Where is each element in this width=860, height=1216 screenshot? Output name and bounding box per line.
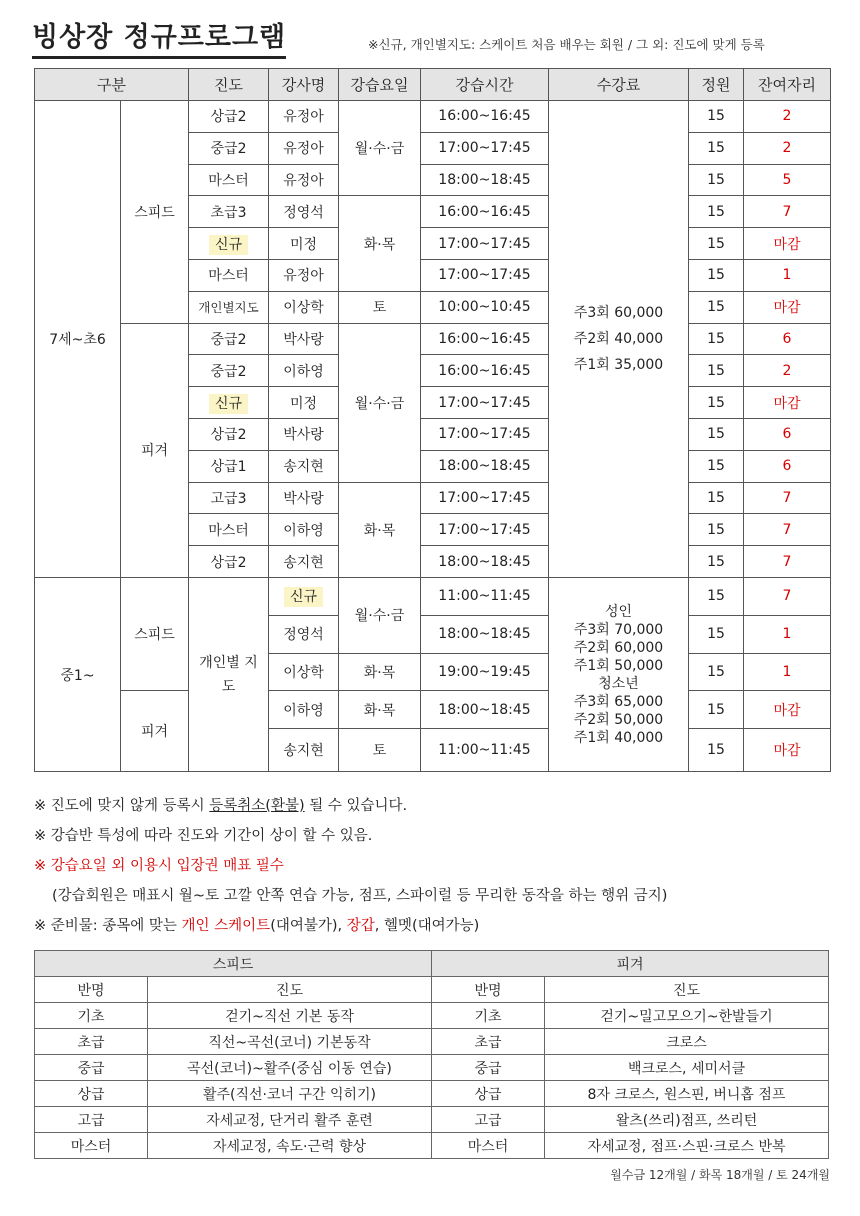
capacity-cell: 15 [689, 259, 744, 291]
capacity-cell: 15 [689, 323, 744, 355]
time-cell: 18:00~18:45 [421, 450, 549, 482]
table-row [35, 577, 831, 615]
days-cell: 토 [339, 291, 421, 323]
schedule-table [34, 68, 831, 772]
capacity-cell: 15 [689, 196, 744, 228]
level-cell: 중급2 [189, 323, 269, 355]
days-cell: 토 [339, 729, 421, 772]
capacity-cell: 15 [689, 577, 744, 615]
table-row [35, 691, 831, 729]
time-cell: 16:00~16:45 [421, 101, 549, 133]
level-cell: 상급2 [189, 101, 269, 133]
time-cell: 18:00~18:45 [421, 615, 549, 653]
speed-class: 기초 [35, 1003, 148, 1029]
fee-line: 주2회 60,000 [573, 639, 664, 656]
notes-section [34, 792, 834, 942]
remaining-cell: 7 [744, 514, 831, 546]
figure-progress: 자세교정, 점프·스핀·크로스 반복 [545, 1133, 829, 1159]
capacity-cell: 15 [689, 653, 744, 691]
level-cell: 마스터 [189, 514, 269, 546]
speed-progress: 직선~곡선(코너) 기본동작 [148, 1029, 432, 1055]
time-cell: 18:00~18:45 [421, 691, 549, 729]
remaining-cell: 5 [744, 164, 831, 196]
teacher-cell: 이하영 [269, 355, 339, 387]
fee-line: 주1회 40,000 [573, 729, 664, 746]
table-row [35, 1029, 829, 1055]
figure-progress: 걷기~밀고모으기~한발들기 [545, 1003, 829, 1029]
capacity-cell: 15 [689, 387, 744, 419]
days-cell: 화·목 [339, 691, 421, 729]
figure-class: 중급 [432, 1055, 545, 1081]
age-group-teens: 중1~ [35, 577, 121, 771]
time-cell: 17:00~17:45 [421, 482, 549, 514]
figure-class: 초급 [432, 1029, 545, 1055]
capacity-cell: 15 [689, 546, 744, 578]
capacity-cell: 15 [689, 132, 744, 164]
teacher-cell: 이상학 [269, 653, 339, 691]
remaining-cell: 1 [744, 653, 831, 691]
header-days: 강습요일 [339, 69, 421, 101]
fee-line: 주1회 50,000 [573, 657, 664, 674]
time-cell: 17:00~17:45 [421, 514, 549, 546]
teacher-cell: 송지현 [269, 450, 339, 482]
fee-line: 주2회 50,000 [573, 711, 664, 728]
time-cell: 17:00~17:45 [421, 387, 549, 419]
speed-class: 마스터 [35, 1133, 148, 1159]
time-cell: 17:00~17:45 [421, 228, 549, 260]
header-time: 강습시간 [421, 69, 549, 101]
speed-title: 스피드 [35, 951, 432, 977]
remaining-cell: 6 [744, 323, 831, 355]
remaining-cell: 마감 [744, 387, 831, 419]
capacity-cell: 15 [689, 164, 744, 196]
figure-class: 고급 [432, 1107, 545, 1133]
remaining-cell: 6 [744, 418, 831, 450]
age-group-kids: 7세~초6 [35, 101, 121, 578]
note-schedule: ※ 강습반 특성에 따라 진도와 기간이 상이 할 수 있음. [34, 828, 373, 844]
figure-class: 마스터 [432, 1133, 545, 1159]
figure-progress: 왈츠(쓰리)점프, 쓰리턴 [545, 1107, 829, 1133]
note-text: ※ 준비물: 종목에 맞는 [34, 918, 182, 934]
capacity-cell: 15 [689, 355, 744, 387]
table-row [35, 1133, 829, 1159]
teacher-cell: 유정아 [269, 132, 339, 164]
header-fee: 수강료 [549, 69, 689, 101]
capacity-cell: 15 [689, 101, 744, 133]
level-cell [189, 577, 269, 771]
col-class: 반명 [432, 977, 545, 1003]
teacher-cell: 송지현 [269, 729, 339, 772]
fee-cell-kids [549, 101, 689, 578]
capacity-cell: 15 [689, 482, 744, 514]
fee-line: 주3회 70,000 [573, 621, 664, 638]
note-practice: (강습회원은 매표시 월~토 고깔 안쪽 연습 가능, 점프, 스파이럴 등 무리한 동작을 하는 행위 금지) [52, 888, 668, 904]
level-cell [189, 387, 269, 419]
fee-line: 청소년 [598, 675, 639, 692]
sport-figure: 피겨 [121, 323, 189, 577]
table-row [35, 101, 831, 133]
fee-line: 주3회 65,000 [573, 693, 664, 710]
table-row [35, 1107, 829, 1133]
speed-progress: 자세교정, 속도·근력 향상 [148, 1133, 432, 1159]
level-cell: 개인별지도 [189, 291, 269, 323]
speed-progress: 걷기~직선 기본 동작 [148, 1003, 432, 1029]
table-row [35, 323, 831, 355]
note-highlight: 장갑 [346, 918, 375, 934]
remaining-cell: 7 [744, 196, 831, 228]
remaining-cell: 2 [744, 132, 831, 164]
level-cell: 마스터 [189, 164, 269, 196]
capacity-cell: 15 [689, 691, 744, 729]
time-cell: 16:00~16:45 [421, 196, 549, 228]
fee-line: 주3회 60,000 [573, 304, 664, 321]
sport-figure: 피겨 [121, 691, 189, 772]
speed-progress: 자세교정, 단거리 활주 훈련 [148, 1107, 432, 1133]
capacity-cell: 15 [689, 228, 744, 260]
days-cell: 화·목 [339, 653, 421, 691]
level-cell: 상급2 [189, 546, 269, 578]
remaining-cell: 2 [744, 355, 831, 387]
speed-class: 고급 [35, 1107, 148, 1133]
days-cell: 화·목 [339, 482, 421, 577]
time-cell: 11:00~11:45 [421, 729, 549, 772]
note-text: ※ 진도에 맞지 않게 등록시 [34, 798, 210, 814]
time-cell: 19:00~19:45 [421, 653, 549, 691]
note-text: 될 수 있습니다. [304, 798, 408, 814]
capacity-cell: 15 [689, 514, 744, 546]
level-merged-label: 개인별 지도 [199, 654, 258, 695]
note-ticket: ※ 강습요일 외 이용시 입장권 매표 필수 [34, 858, 284, 874]
fee-line: 주1회 35,000 [573, 356, 664, 373]
teacher-cell: 이하영 [269, 514, 339, 546]
level-cell: 중급2 [189, 355, 269, 387]
time-cell: 18:00~18:45 [421, 546, 549, 578]
speed-class: 상급 [35, 1081, 148, 1107]
program-table [34, 950, 829, 1159]
figure-progress: 백크로스, 세미서클 [545, 1055, 829, 1081]
teacher-cell [269, 577, 339, 615]
time-cell: 17:00~17:45 [421, 132, 549, 164]
teacher-cell: 박사랑 [269, 323, 339, 355]
header-teacher: 강사명 [269, 69, 339, 101]
fee-line: 성인 [604, 603, 633, 620]
remaining-cell: 1 [744, 615, 831, 653]
capacity-cell: 15 [689, 615, 744, 653]
subtitle-note: ※신규, 개인별지도: 스케이트 처음 배우는 회원 / 그 외: 진도에 맞게 등록 [368, 37, 765, 52]
new-badge: 신규 [209, 235, 248, 255]
header-remaining: 잔여자리 [744, 69, 831, 101]
fee-line: 주2회 40,000 [573, 330, 664, 347]
note-text: , 헬멧(대여가능) [374, 918, 480, 934]
speed-class: 초급 [35, 1029, 148, 1055]
time-cell: 16:00~16:45 [421, 323, 549, 355]
table-row [35, 1055, 829, 1081]
level-cell: 상급1 [189, 450, 269, 482]
teacher-cell: 송지현 [269, 546, 339, 578]
teacher-cell: 박사랑 [269, 482, 339, 514]
figure-class: 상급 [432, 1081, 545, 1107]
fee-cell-teens [549, 577, 689, 771]
remaining-cell: 6 [744, 450, 831, 482]
level-cell: 고급3 [189, 482, 269, 514]
note-refund [34, 792, 834, 822]
header-category: 구분 [35, 69, 189, 101]
time-cell: 17:00~17:45 [421, 259, 549, 291]
remaining-cell: 마감 [744, 729, 831, 772]
teacher-cell: 미정 [269, 228, 339, 260]
capacity-cell: 15 [689, 291, 744, 323]
table-row [35, 1081, 829, 1107]
speed-class: 중급 [35, 1055, 148, 1081]
remaining-cell: 7 [744, 546, 831, 578]
col-class: 반명 [35, 977, 148, 1003]
figure-class: 기초 [432, 1003, 545, 1029]
remaining-cell: 마감 [744, 691, 831, 729]
table-row [35, 1003, 829, 1029]
note-supplies [34, 912, 834, 942]
figure-progress: 크로스 [545, 1029, 829, 1055]
figure-title: 피겨 [432, 951, 829, 977]
days-cell: 월·수·금 [339, 577, 421, 653]
capacity-cell: 15 [689, 729, 744, 772]
teacher-cell: 유정아 [269, 259, 339, 291]
level-cell: 마스터 [189, 259, 269, 291]
teacher-cell: 이하영 [269, 691, 339, 729]
level-cell: 중급2 [189, 132, 269, 164]
new-badge: 신규 [209, 394, 248, 414]
speed-progress: 활주(직선·코너 구간 익히기) [148, 1081, 432, 1107]
remaining-cell: 7 [744, 577, 831, 615]
remaining-cell: 2 [744, 101, 831, 133]
level-cell: 초급3 [189, 196, 269, 228]
remaining-cell: 마감 [744, 228, 831, 260]
header-capacity: 정원 [689, 69, 744, 101]
days-cell: 화·목 [339, 196, 421, 291]
remaining-cell: 7 [744, 482, 831, 514]
teacher-cell: 정영석 [269, 615, 339, 653]
time-cell: 18:00~18:45 [421, 164, 549, 196]
figure-progress: 8자 크로스, 원스핀, 버니홉 점프 [545, 1081, 829, 1107]
teacher-cell: 유정아 [269, 164, 339, 196]
col-progress: 진도 [148, 977, 432, 1003]
level-cell: 상급2 [189, 418, 269, 450]
page-title: 빙상장 정규프로그램 [32, 22, 286, 59]
days-cell: 월·수·금 [339, 101, 421, 196]
capacity-cell: 15 [689, 418, 744, 450]
level-cell [189, 228, 269, 260]
teacher-cell: 유정아 [269, 101, 339, 133]
remaining-cell: 1 [744, 259, 831, 291]
time-cell: 16:00~16:45 [421, 355, 549, 387]
time-cell: 11:00~11:45 [421, 577, 549, 615]
col-progress: 진도 [545, 977, 829, 1003]
time-cell: 17:00~17:45 [421, 418, 549, 450]
footer-note: 월수금 12개월 / 화목 18개월 / 토 24개월 [610, 1168, 830, 1182]
teacher-cell: 박사랑 [269, 418, 339, 450]
new-badge: 신규 [284, 587, 323, 607]
speed-progress: 곡선(코너)~활주(중심 이동 연습) [148, 1055, 432, 1081]
remaining-cell: 마감 [744, 291, 831, 323]
teacher-cell: 정영석 [269, 196, 339, 228]
note-underline: 등록취소(환불) [209, 798, 305, 814]
sport-speed: 스피드 [121, 101, 189, 324]
days-cell: 월·수·금 [339, 323, 421, 482]
sport-speed: 스피드 [121, 577, 189, 690]
note-highlight: 개인 스케이트 [181, 918, 271, 934]
teacher-cell: 미정 [269, 387, 339, 419]
time-cell: 10:00~10:45 [421, 291, 549, 323]
header-level: 진도 [189, 69, 269, 101]
teacher-cell: 이상학 [269, 291, 339, 323]
capacity-cell: 15 [689, 450, 744, 482]
note-text: (대여불가), [270, 918, 347, 934]
